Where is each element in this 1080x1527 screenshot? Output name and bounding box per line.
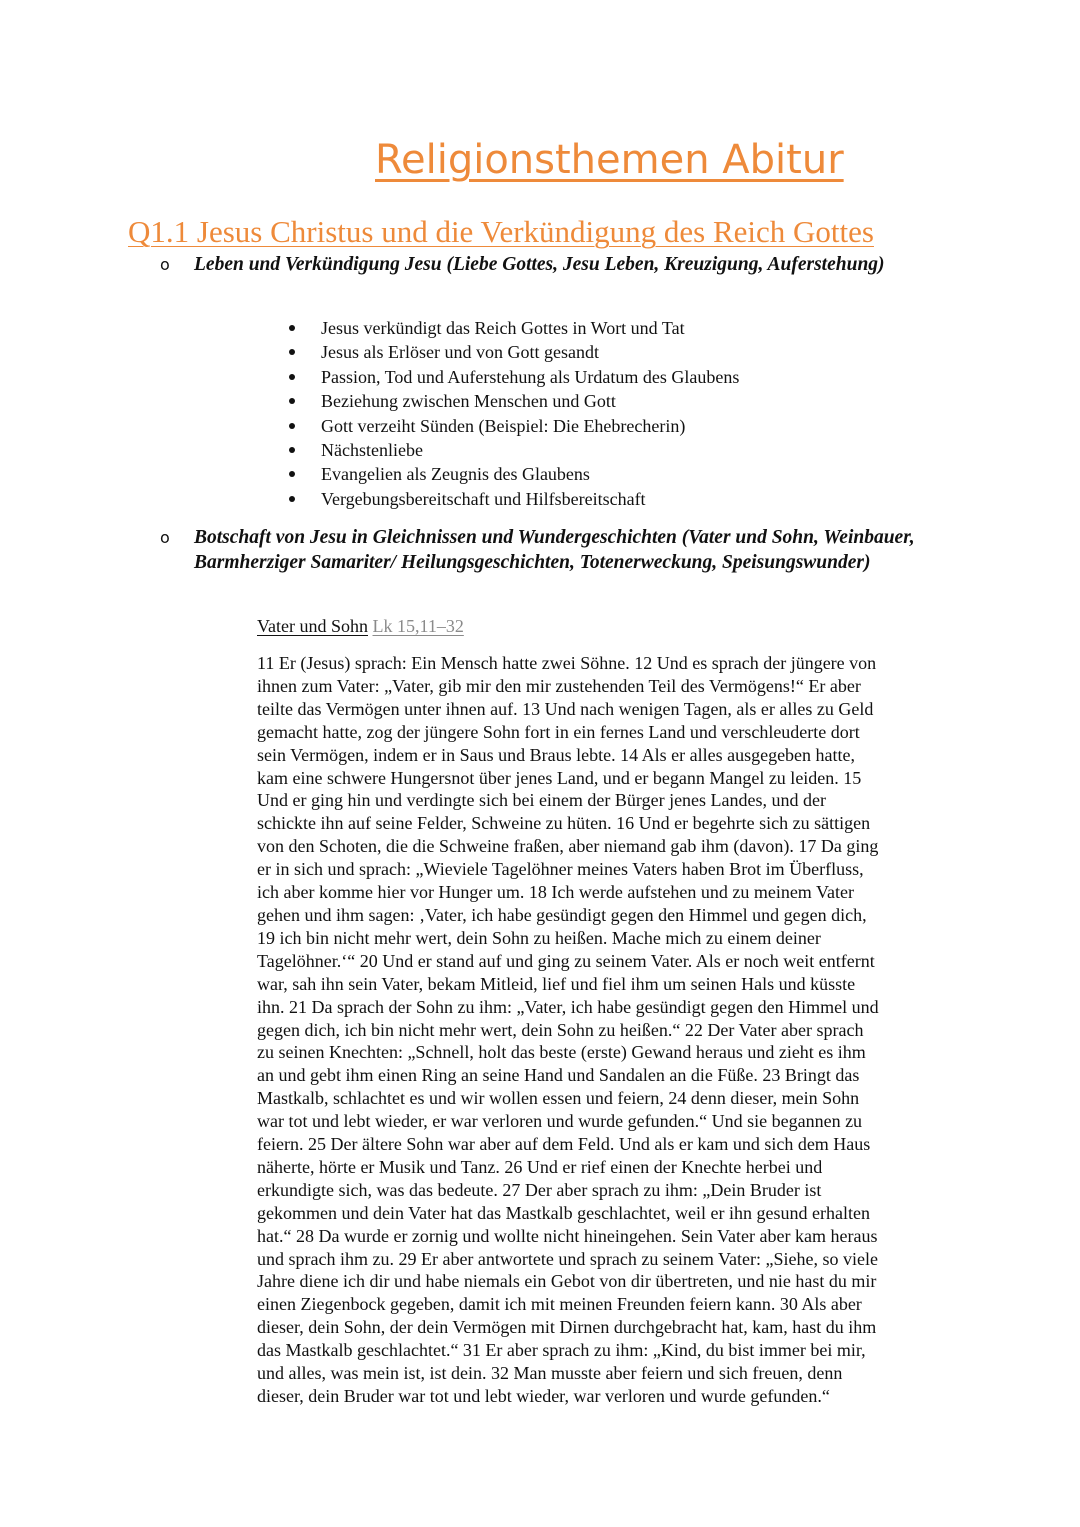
subtopic-botschaft-gleichnisse xyxy=(160,525,920,575)
passage-name: Vater und Sohn xyxy=(257,616,368,636)
passage-line: gegen dich, ich bin nicht mehr wert, dein Sohn zu heißen.“ 22 Der Vater aber sprach xyxy=(257,1019,864,1040)
list-item: Jesus als Erlöser und von Gott gesandt xyxy=(286,340,739,364)
list-item: Nächstenliebe xyxy=(286,438,739,462)
passage-line: ihnen zum Vater: „Vater, gib mir den mir zustehenden Teil des Vermögens!“ Er aber xyxy=(257,675,861,696)
passage-line: gemacht hatte, zog der jüngere Sohn fort in ein fernes Land und verschleuderte dort xyxy=(257,721,860,742)
passage-line: war tot und lebt wieder, er war verloren und wurde gefunden.“ Und sie begannen zu xyxy=(257,1111,863,1132)
passage-line: er in sich und sprach: „Wieviele Tagelöhner meines Vaters haben Brot im Überfluss, xyxy=(257,859,864,880)
list-item: Vergebungsbereitschaft und Hilfsbereitschaft xyxy=(286,487,739,511)
section-heading: Q1.1 Jesus Christus und die Verkündigung des Reich Gottes xyxy=(128,214,874,249)
bullet-dot-icon xyxy=(289,447,295,453)
passage-line: teilte das Vermögen unter ihnen auf. 13 Und nach wenigen Tagen, als er alles zu Geld xyxy=(257,698,874,719)
passage-line: erkundigte sich, was das bedeute. 27 Der aber sprach zu ihm: „Dein Bruder ist xyxy=(257,1179,822,1200)
passage-line: schickte ihn auf seine Felder, Schweine zu hüten. 16 Und er begehrte sich zu sättigen xyxy=(257,813,871,834)
passage-line: 19 ich bin nicht mehr wert, dein Sohn zu heißen. Mache mich zu einem deiner xyxy=(257,927,821,948)
list-item: Jesus verkündigt das Reich Gottes in Wort und Tat xyxy=(286,316,739,340)
hollow-circle-bullet-icon: o xyxy=(160,255,170,274)
bullet-dot-icon xyxy=(289,471,295,477)
passage-line: das Mastkalb geschlachtet.“ 31 Er aber sprach zu ihm: „Kind, du bist immer bei mir, xyxy=(257,1340,866,1361)
passage-line: Und er ging hin und verdingte sich bei einem der Bürger jenes Landes, und der xyxy=(257,790,827,811)
passage-line: Tagelöhner.‘“ 20 Und er stand auf und ging zu seinem Vater. Als er noch weit entfernt xyxy=(257,950,875,971)
bullet-dot-icon xyxy=(289,374,295,380)
bible-reference-link[interactable]: Lk 15,11–32 xyxy=(372,616,464,636)
passage-line: 11 Er (Jesus) sprach: Ein Mensch hatte zwei Söhne. 12 Und es sprach der jüngere von xyxy=(257,653,877,673)
list-item: Passion, Tod und Auferstehung als Urdatum des Glaubens xyxy=(286,365,739,389)
passage-line: war, sah ihn sein Vater, bekam Mitleid, lief und fiel ihm um seinen Hals und küsste xyxy=(257,973,856,994)
passage-line: dieser, dein Bruder war tot und lebt wieder, war verloren und wurde gefunden.“ xyxy=(257,1386,830,1406)
bullet-dot-icon xyxy=(289,423,295,429)
bullet-list xyxy=(286,316,739,511)
passage-line: Mastkalb, schlachtet es und wir wollen essen und feiern, 24 denn dieser, mein Sohn xyxy=(257,1088,860,1109)
bullet-dot-icon xyxy=(289,349,295,355)
passage-line: und sprach ihm zu. 29 Er aber antwortete und sprach zu seinem Vater: „Siehe, so viele xyxy=(257,1248,878,1269)
document-title: Religionsthemen Abitur xyxy=(375,137,844,183)
passage-line: ihn. 21 Da sprach der Sohn zu ihm: „Vater, ich habe gesündigt gegen den Himmel und xyxy=(257,996,879,1017)
passage-line: zu seinen Knechten: „Schnell, holt das beste (erste) Gewand heraus und zieht es ihm xyxy=(257,1042,866,1063)
bullet-dot-icon xyxy=(289,325,295,331)
passage-line: von den Schoten, die die Schweine fraßen, aber niemand gab ihm (davon). 17 Da ging xyxy=(257,836,879,857)
passage-line: gekommen und dein Vater hat das Mastkalb geschlachtet, weil er ihn gesund erhalten xyxy=(257,1202,870,1223)
passage-line: gehen und ihm sagen: ‚Vater, ich habe gesündigt gegen den Himmel und gegen dich, xyxy=(257,904,867,925)
passage-line: näherte, hörte er Musik und Tanz. 26 Und er rief einen der Knechte herbei und xyxy=(257,1156,823,1177)
bullet-dot-icon xyxy=(289,496,295,502)
passage-line: dieser, dein Sohn, der dein Vermögen mit Dirnen durchgebracht hat, kam, hast du ihm xyxy=(257,1317,877,1338)
passage-title xyxy=(257,614,464,638)
passage-text xyxy=(257,652,957,1408)
passage-line: Jahre diene ich dir und habe niemals ein Gebot von dir übertreten, und nie hast du mir xyxy=(257,1271,877,1292)
subtopic-leben-verkuendigung xyxy=(160,252,920,277)
passage-line: feiern. 25 Der ältere Sohn war aber auf dem Feld. Und als er kam und sich dem Haus xyxy=(257,1134,871,1155)
list-item: Beziehung zwischen Menschen und Gott xyxy=(286,389,739,413)
subtopic-text: Botschaft von Jesu in Gleichnissen und Wundergeschichten (Vater und Sohn, Weinbauer, Barmherziger Samariter/ Heilungsgeschichten, Totenerweckung, Speisungswunder) xyxy=(194,527,915,573)
passage-line: sein Vermögen, indem er in Saus und Braus lebte. 14 Als er alles ausgegeben hatte, xyxy=(257,744,856,765)
passage-line: kam eine schwere Hungersnot über jenes Land, und er begann Mangel zu leiden. 15 xyxy=(257,767,862,788)
passage-line: an und gebt ihm einen Ring an seine Hand und Sandalen an die Füße. 23 Bringt das xyxy=(257,1065,860,1086)
passage-line: hat.“ 28 Da wurde er zornig und wollte nicht hineingehen. Sein Vater aber kam heraus xyxy=(257,1225,878,1246)
list-item: Evangelien als Zeugnis des Glaubens xyxy=(286,462,739,486)
subtopic-text: Leben und Verkündigung Jesu (Liebe Gottes, Jesu Leben, Kreuzigung, Auferstehung) xyxy=(194,254,885,275)
passage-line: einen Ziegenbock gegeben, damit ich mit meinen Freunden feiern kann. 30 Als aber xyxy=(257,1294,862,1315)
bullet-dot-icon xyxy=(289,398,295,404)
passage-line: und alles, was mein ist, ist dein. 32 Man musste aber feiern und sich freuen, denn xyxy=(257,1363,843,1384)
passage-line: ich aber komme hier vor Hunger um. 18 Ich werde aufstehen und zu meinem Vater xyxy=(257,882,854,903)
list-item: Gott verzeiht Sünden (Beispiel: Die Ehebrecherin) xyxy=(286,414,739,438)
hollow-circle-bullet-icon: o xyxy=(160,528,170,547)
